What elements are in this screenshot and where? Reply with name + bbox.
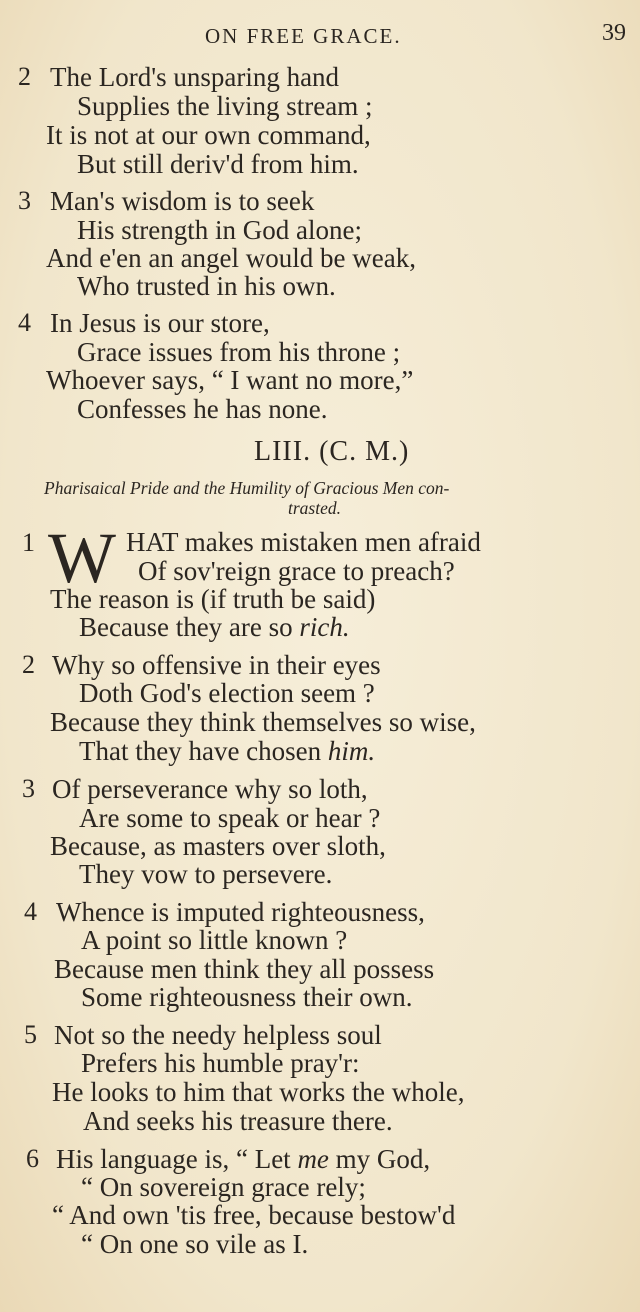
verse-line-text: His language is, “ Let	[56, 1144, 298, 1174]
verse-number: 4	[18, 308, 31, 337]
italic-word: him.	[327, 736, 376, 766]
verse-line: “ On one so vile as I.	[81, 1229, 309, 1259]
verse-line: A point so little known ?	[81, 925, 348, 955]
verse-line: Because they think themselves so wise,	[50, 707, 476, 737]
verse-line: The Lord's unsparing hand	[50, 62, 340, 92]
verse-line: And seeks his treasure there.	[83, 1106, 393, 1136]
hymn-subtitle-continued: trasted.	[288, 498, 341, 518]
verse-line: Whoever says, “ I want no more,”	[46, 365, 414, 395]
italic-word: rich.	[299, 612, 350, 642]
verse-line: Are some to speak or hear ?	[79, 803, 381, 833]
verse-line: Of sov'reign grace to preach?	[138, 556, 455, 586]
verse-number: 3	[22, 774, 35, 803]
hymn-subtitle: Pharisaical Pride and the Humility of Gracious Men con-	[44, 478, 450, 498]
drop-cap: W	[48, 518, 116, 598]
verse-number: 1	[22, 528, 35, 557]
verse-line: Why so offensive in their eyes	[52, 650, 381, 680]
verse-line: It is not at our own command,	[46, 120, 371, 150]
verse-line	[56, 1144, 430, 1174]
verse-line	[79, 612, 350, 642]
verse-line: Not so the needy helpless soul	[54, 1020, 382, 1050]
verse-line	[79, 736, 375, 766]
verse-line-text: Because they are so	[79, 612, 300, 642]
verse-line: Some righteousness their own.	[81, 982, 413, 1012]
verse-line: Because, as masters over sloth,	[50, 831, 386, 861]
verse-line: “ And own 'tis free, because bestow'd	[52, 1200, 456, 1230]
verse-line: In Jesus is our store,	[50, 308, 270, 338]
verse-line-text: my God,	[328, 1144, 431, 1174]
verse-line: Prefers his humble pray'r:	[81, 1048, 360, 1078]
verse-line: Whence is imputed righteousness,	[56, 897, 425, 927]
verse-line: They vow to persevere.	[79, 859, 333, 889]
verse-number: 4	[24, 897, 37, 926]
verse-line: Supplies the living stream ;	[77, 91, 373, 121]
verse-line: Grace issues from his throne ;	[77, 337, 401, 367]
verse-line: HAT makes mistaken men afraid	[126, 527, 481, 557]
hymn-title: LIII. (C. M.)	[254, 436, 410, 467]
verse-line: Confesses he has none.	[77, 394, 328, 424]
verse-number: 2	[18, 62, 31, 91]
verse-number: 5	[24, 1020, 37, 1049]
running-head: ON FREE GRACE.	[205, 24, 402, 48]
verse-number: 6	[26, 1144, 39, 1173]
italic-word: me	[297, 1144, 329, 1174]
verse-line: Man's wisdom is to seek	[50, 186, 315, 216]
verse-number: 2	[22, 650, 35, 679]
verse-line: And e'en an angel would be weak,	[46, 243, 416, 273]
verse-line: Doth God's election seem ?	[79, 678, 375, 708]
verse-line: The reason is (if truth be said)	[50, 584, 376, 614]
verse-line: Who trusted in his own.	[77, 271, 336, 301]
verse-line: “ On sovereign grace rely;	[81, 1172, 366, 1202]
verse-line: His strength in God alone;	[77, 215, 362, 245]
verse-line: Because men think they all possess	[54, 954, 435, 984]
verse-line: Of perseverance why so loth,	[52, 774, 368, 804]
verse-number: 3	[18, 186, 31, 215]
page-number: 39	[602, 20, 626, 46]
verse-line: He looks to him that works the whole,	[52, 1077, 465, 1107]
verse-line-text: That they have chosen	[79, 736, 328, 766]
page-header	[0, 22, 640, 52]
verse-line: But still deriv'd from him.	[77, 149, 359, 179]
